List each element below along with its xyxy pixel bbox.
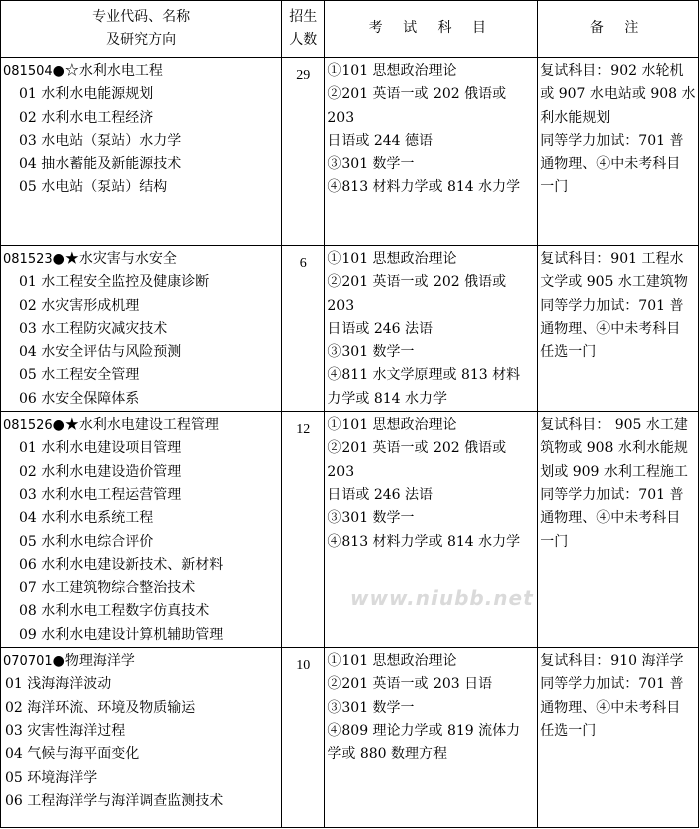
subject-line: ④811 水文学原理或 813 材料 [327, 367, 521, 384]
major-code: 081523 [3, 252, 53, 267]
note-line: 划或 909 水利工程施工 [540, 463, 688, 480]
subject-line: ③301 数学一 [327, 699, 415, 716]
subject-line: ④813 材料力学或 814 水力学 [327, 179, 521, 196]
direction-item: 04 水安全评估与风险预测 [19, 344, 182, 361]
major-title [3, 650, 281, 673]
direction-item: 06 水利水电建设新技术、新材料 [19, 556, 224, 573]
subject-line: 学或 880 数理方程 [327, 746, 447, 763]
major-code: 081504 [3, 64, 53, 79]
notes-cell [538, 648, 699, 828]
major-title [3, 60, 281, 83]
enrollment-count: 6 [282, 246, 325, 412]
major-title [3, 248, 281, 271]
header-count-line1: 招生 [289, 8, 318, 25]
note-line: 通物理、④中未考科目 [540, 510, 681, 527]
subject-line: ③301 数学一 [327, 344, 415, 361]
note-line: 复试科目：902 水轮机 [540, 63, 684, 79]
direction-item: 03 水工程防灾减灾技术 [19, 320, 168, 337]
direction-item: 02 海洋环流、环境及物质输运 [5, 699, 196, 716]
direction-item: 04 水利水电系统工程 [19, 510, 154, 527]
subject-line: ④813 材料力学或 814 水力学 [327, 533, 521, 550]
note-line: 同等学力加试：701 普 [540, 486, 684, 503]
major-cell [1, 412, 282, 648]
direction-item: 06 工程海洋学与海洋调查监测技术 [5, 792, 224, 809]
direction-item: 04 抽水蓄能及新能源技术 [19, 156, 182, 173]
direction-item: 05 水电站（泵站）结构 [19, 179, 168, 196]
direction-item: 02 水灾害形成机理 [19, 297, 140, 314]
watermark: www.niubb.net [350, 586, 534, 610]
subject-line: ③301 数学一 [327, 156, 415, 173]
enrollment-count: 12 [282, 412, 325, 648]
note-line: 同等学力加试：701 普 [540, 297, 684, 314]
note-line: 同等学力加试：701 普 [540, 676, 684, 693]
subject-line: ②201 英语一或 202 俄语或 203 [327, 86, 507, 126]
subject-line: ①101 思想政治理论 [327, 417, 457, 434]
note-line: 复试科目：910 海洋学 [540, 653, 684, 670]
major-name: ●物理海洋学 [52, 653, 135, 670]
exam-subjects [325, 648, 538, 828]
header-count [282, 1, 325, 58]
notes-cell [538, 58, 699, 246]
note-line: 筑物或 908 水利水能规 [540, 440, 688, 457]
major-cell [1, 648, 282, 828]
exam-subjects [325, 58, 538, 246]
note-line: 一门 [540, 533, 569, 550]
direction-item: 05 水工程安全管理 [19, 367, 140, 384]
direction-item: 01 浅海海洋波动 [5, 676, 112, 693]
exam-subjects [325, 246, 538, 412]
direction-item: 03 水利水电工程运营管理 [19, 486, 182, 503]
header-major-line1: 专业代码、名称 [92, 8, 191, 25]
direction-item: 01 水利水电建设项目管理 [19, 440, 182, 457]
direction-item: 04 气候与海平面变化 [5, 746, 140, 763]
direction-item: 02 水利水电建设造价管理 [19, 463, 182, 480]
header-major [1, 1, 282, 58]
subject-line: ①101 思想政治理论 [327, 251, 457, 267]
table-row [1, 412, 699, 648]
note-line: 通物理、④中未考科目 [540, 699, 681, 716]
table-row [1, 648, 699, 828]
subject-line: ③301 数学一 [327, 510, 415, 527]
direction-item: 03 灾害性海洋过程 [5, 722, 126, 739]
subject-line: ②201 英语一或 203 日语 [327, 676, 493, 693]
note-line: 任选一门 [540, 722, 597, 739]
subject-line: 日语或 244 德语 [327, 132, 433, 149]
subject-line: ①101 思想政治理论 [327, 653, 457, 670]
note-line: 或 907 水电站或 908 水 [540, 86, 696, 103]
table-row [1, 58, 699, 246]
major-name: ●☆水利水电工程 [52, 63, 163, 79]
note-line: 文学或 905 水工建筑物 [540, 274, 688, 291]
notes-cell [538, 246, 699, 412]
major-cell [1, 58, 282, 246]
header-notes: 备 注 [538, 1, 699, 58]
major-cell [1, 246, 282, 412]
subject-line: ①101 思想政治理论 [327, 63, 457, 79]
notes-cell [538, 412, 699, 648]
direction-item: 08 水利水电工程数字仿真技术 [19, 603, 210, 620]
header-count-line2: 人数 [289, 32, 318, 48]
note-line: 任选一门 [540, 344, 597, 361]
major-name: ●★水灾害与水安全 [52, 251, 177, 267]
subject-line: ②201 英语一或 202 俄语或 203 [327, 440, 507, 480]
subject-line: 日语或 246 法语 [327, 320, 433, 337]
note-line: 通物理、④中未考科目 [540, 156, 681, 173]
direction-item: 03 水电站（泵站）水力学 [19, 132, 182, 149]
direction-item: 02 水利水电工程经济 [19, 109, 154, 126]
major-title [3, 414, 281, 437]
exam-subjects [325, 412, 538, 648]
enrollment-count: 10 [282, 648, 325, 828]
direction-item: 01 水工程安全监控及健康诊断 [19, 274, 210, 291]
direction-item: 06 水安全保障体系 [19, 390, 140, 407]
header-row [1, 1, 699, 58]
major-code: 070701 [3, 654, 53, 670]
note-line: 复试科目：901 工程水 [540, 251, 684, 267]
major-code: 081526 [3, 418, 53, 434]
note-line: 利水能规划 [540, 109, 611, 126]
subject-line: 日语或 246 法语 [327, 486, 433, 503]
major-name: ●★水利水电建设工程管理 [52, 417, 219, 434]
note-line: 复试科目： 905 水工建 [540, 417, 688, 434]
header-subjects: 考 试 科 目 [325, 1, 538, 58]
note-line: 同等学力加试：701 普 [540, 132, 684, 149]
table-row [1, 246, 699, 412]
direction-item: 05 水利水电综合评价 [19, 533, 154, 550]
note-line: 一门 [540, 179, 569, 196]
direction-item: 09 水利水电建设计算机辅助管理 [19, 626, 224, 643]
enrollment-count: 29 [282, 58, 325, 246]
subject-line: 力学或 814 水力学 [327, 390, 447, 407]
note-line: 通物理、④中未考科目 [540, 320, 681, 337]
direction-item: 07 水工建筑物综合整治技术 [19, 580, 196, 597]
subject-line: ②201 英语一或 202 俄语或 203 [327, 274, 507, 314]
direction-item: 01 水利水电能源规划 [19, 86, 154, 103]
subject-line: ④809 理论力学或 819 流体力 [327, 722, 521, 739]
direction-item: 05 环境海洋学 [5, 769, 98, 786]
header-major-line2: 及研究方向 [106, 32, 177, 48]
